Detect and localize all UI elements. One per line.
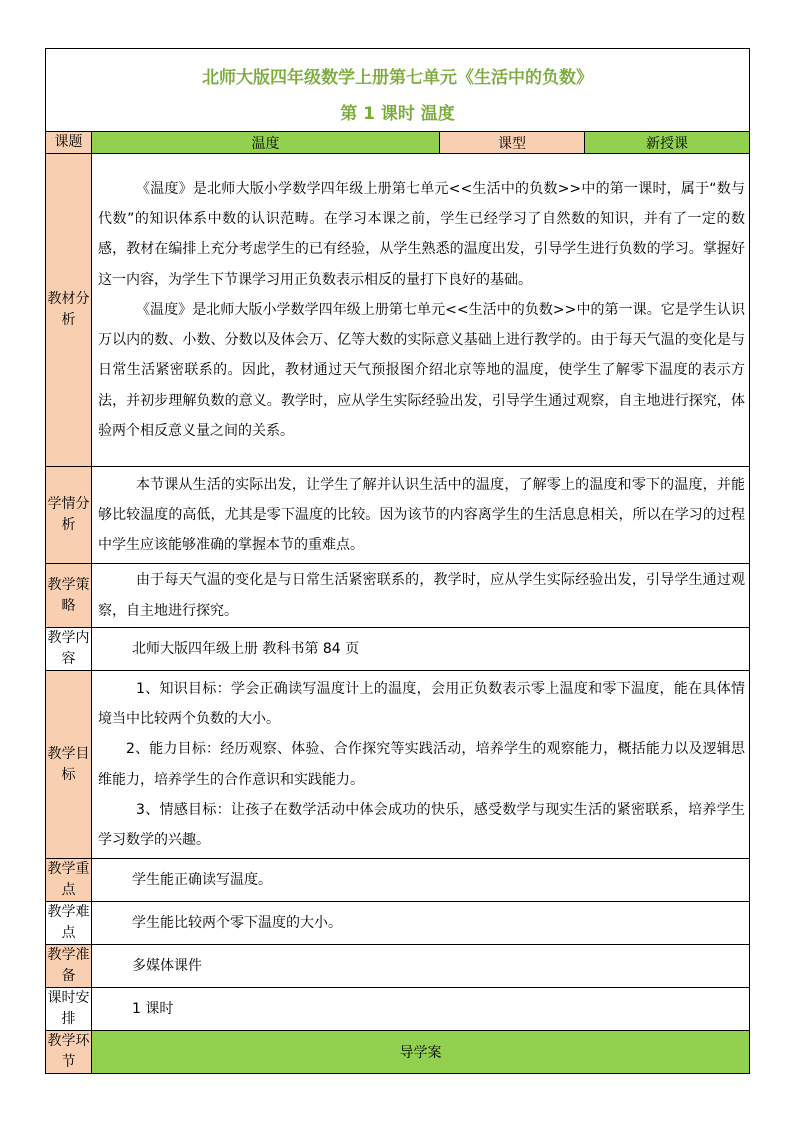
procedure-label: 教学环节 [46,1031,92,1074]
student-analysis-row [46,467,750,564]
goals-row [46,671,750,859]
content-label: 教学内容 [46,628,92,671]
key-points-text: 学生能正确读写温度。 [92,859,750,902]
goal-item: 3、情感目标：让孩子在数学活动中体会成功的快乐，感受数学与现实生活的紧密联系，培养学生学习数学的兴趣。 [98,801,745,849]
lesson-subtitle: 第 1 课时 温度 [340,104,455,124]
strategy-content [92,564,750,628]
course-row [46,132,750,154]
schedule-text: 1 课时 [92,988,750,1031]
header-row [46,49,750,132]
preparation-text: 多媒体课件 [92,945,750,988]
student-analysis-label: 学情分析 [46,467,92,564]
textbook-analysis-paragraph: 《温度》是北师大版小学数学四年级上册第七单元<<生活中的负数>>中的第一课时，属于“数与代数”的知识体系中数的认识范畴。在学习本课之前，学生已经学习了自然数的知识，并有了一定的数感，教材在编排上充分考虑学生的已有经验，从学生熟悉的温度出发，引导学生进行负数的学习。掌握好这一内容，为学生下节课学习用正负数表示相反的量打下良好的基础。 [98,180,745,288]
student-analysis-text: 本节课从生活的实际出发，让学生了解并认识生活中的温度，了解零上的温度和零下的温度，并能够比较温度的高低，尤其是零下温度的比较。因为该节的内容离学生的生活息息相关，所以在学习的过程中学生应该能够准确的掌握本节的重难点。 [98,476,745,554]
preparation-label: 教学准备 [46,945,92,988]
strategy-text: 由于每天气温的变化是与日常生活紧密联系的，教学时，应从学生实际经验出发，引导学生通过观察，自主地进行探究。 [98,572,745,619]
content-row [46,628,750,671]
textbook-analysis-content [92,154,750,467]
key-points-row [46,859,750,902]
course-type-label: 课型 [440,132,585,154]
key-points-label: 教学重点 [46,859,92,902]
goal-item: 1、知识目标：学会正确读写温度计上的温度，会用正负数表示零上温度和零下温度，能在具体情境当中比较两个负数的大小。 [98,680,745,727]
student-analysis-content [92,467,750,564]
lesson-plan-table [45,48,750,1074]
textbook-analysis-paragraph: 《温度》是北师大版小学数学四年级上册第七单元<<生活中的负数>>中的第一课。它是学生认识万以内的数、小数、分数以及体会万、亿等大数的实际意义基础上进行教学的。由于每天气温的变化是与日常生活紧密联系的。因此，教材通过天气预报图介绍北京等地的温度，使学生了解零下温度的表示方法，并初步理解负数的意义。教学时，应从学生实际经验出发，引导学生通过观察，自主地进行探究，体验两个相反意义量之间的关系。 [98,301,745,440]
difficulties-text: 学生能比较两个零下温度的大小。 [92,902,750,945]
strategy-row [46,564,750,628]
course-label: 课题 [46,132,92,154]
schedule-row [46,988,750,1031]
strategy-label: 教学策略 [46,564,92,628]
procedure-text: 导学案 [92,1031,750,1074]
goals-content [92,671,750,859]
document-title: 北师大版四年级数学上册第七单元《生活中的负数》 [202,68,593,88]
goals-label: 教学目标 [46,671,92,859]
content-text: 北师大版四年级上册 教科书第 84 页 [92,628,750,671]
schedule-label: 课时安排 [46,988,92,1031]
header-cell [46,49,750,132]
course-type-value: 新授课 [585,132,750,154]
course-value: 温度 [92,132,440,154]
difficulties-label: 教学难点 [46,902,92,945]
difficulties-row [46,902,750,945]
textbook-analysis-label: 教材分析 [46,154,92,467]
preparation-row [46,945,750,988]
goal-item: 2、能力目标：经历观察、体验、合作探究等实践活动，培养学生的观察能力，概括能力以及逻辑思维能力，培养学生的合作意识和实践能力。 [98,741,745,788]
procedure-row [46,1031,750,1074]
textbook-analysis-row [46,154,750,467]
